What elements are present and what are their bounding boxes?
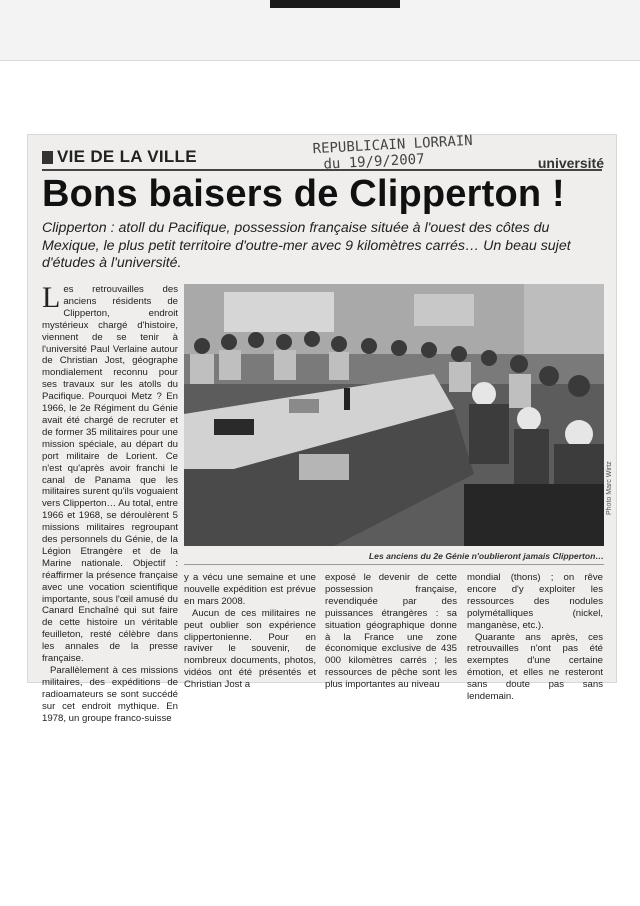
chapo: Clipperton : atoll du Pacifique, possession française située à l'ouest des côtes du Mexique, le plus petit territoire d'outre-mer avec 9 kilomètres carrés… Un beau sujet d'études à l'université.	[42, 220, 571, 271]
paragraph	[42, 281, 178, 665]
paragraph: exposé le devenir de cette possession française, revendiquée par des puissances étrangères : sa situation géographique donne à la France une zone économique exclusive de 435 000 kilomètres carrés ; les ressources de pêche sont les plus importantes au niveau	[325, 572, 457, 691]
article-column-1	[42, 281, 178, 725]
paragraph: Quarante ans après, ces retrouvailles n'ont pas été exemptes d'une certaine émotion, et elles ne resteront sans doute pas sans lendemain.	[467, 631, 603, 703]
scanner-tab	[270, 0, 400, 8]
article-column-2	[184, 572, 316, 691]
paragraph-text: es retrouvailles des anciens résidents de Clipperton, endroit mystérieux chargé d'histoire, viennent de se tenir à l'université Paul Verlaine autour de Christian Jost, géographe mondialement reconnu pour ses travaux sur les atolls du Pacifique. Pourquoi Metz ? En 1966, le 2e Régiment du Génie avait été chargé de recruter et de former 35 militaires pour une mission spéciale, au départ du port militaire de Lorient. Ce n'est qu'après avoir franchi le canal de Panama que les militaires surent qu'ils voguaient vers Clipperton… Au total, entre 1966 et 1968, se déroulèrent 5 missions militaires regroupant des personnels du Génie, de la Légion Etrangère et de la Marine nationale. Objectif : réaffirmer la présence française avec une vocation scientifique importante, sous l'œil amusé du Canard Enchaîné qui sut faire de cette histoire un véritable feuilleton, resté célèbre dans les annales de la presse française.	[42, 284, 178, 665]
rubric-label: VIE DE LA VILLE	[57, 147, 197, 166]
paragraph: Aucun de ces militaires ne peut oublier son expérience clippertonienne. Pour en raviver le souvenir, de nombreux documents, photos, vidéos ont été présentés et Christian Jost a	[184, 607, 316, 691]
article-column-4	[467, 572, 603, 703]
photo-credit: Photo Marc Wirtz	[606, 461, 613, 515]
drop-cap: L	[42, 281, 61, 314]
handwritten-line-2: du 19/9/2007	[323, 151, 425, 173]
meeting-photo	[184, 284, 604, 546]
caption-rule	[184, 564, 604, 565]
section-tag: université	[537, 155, 604, 171]
rubric	[42, 147, 197, 167]
handwritten-line-1: REPUBLICAIN LORRAIN	[312, 132, 474, 158]
handwritten-note	[312, 133, 474, 173]
article-column-3	[325, 572, 457, 691]
photo-caption: Les anciens du 2e Génie n'oublieront jamais Clipperton…	[368, 551, 604, 561]
paragraph: Parallèlement à ces missions militaires, des expéditions de radioamateurs se sont succédé sur cet endroit mythique. En 1978, un groupe franco-suisse	[42, 665, 178, 724]
headline: Bons baisers de Clipperton !	[42, 173, 565, 215]
paragraph: mondial (thons) ; on rêve encore d'y exploiter les ressources des nodules polymétalliques (nickel, manganèse, etc.).	[467, 572, 603, 631]
scanner-edge	[0, 0, 640, 61]
paragraph: y a vécu une semaine et une nouvelle expédition est prévue en mars 2008.	[184, 572, 316, 607]
newspaper-clipping	[28, 132, 616, 724]
rubric-square-icon	[42, 151, 53, 164]
meeting-photo-illustration	[184, 284, 604, 546]
